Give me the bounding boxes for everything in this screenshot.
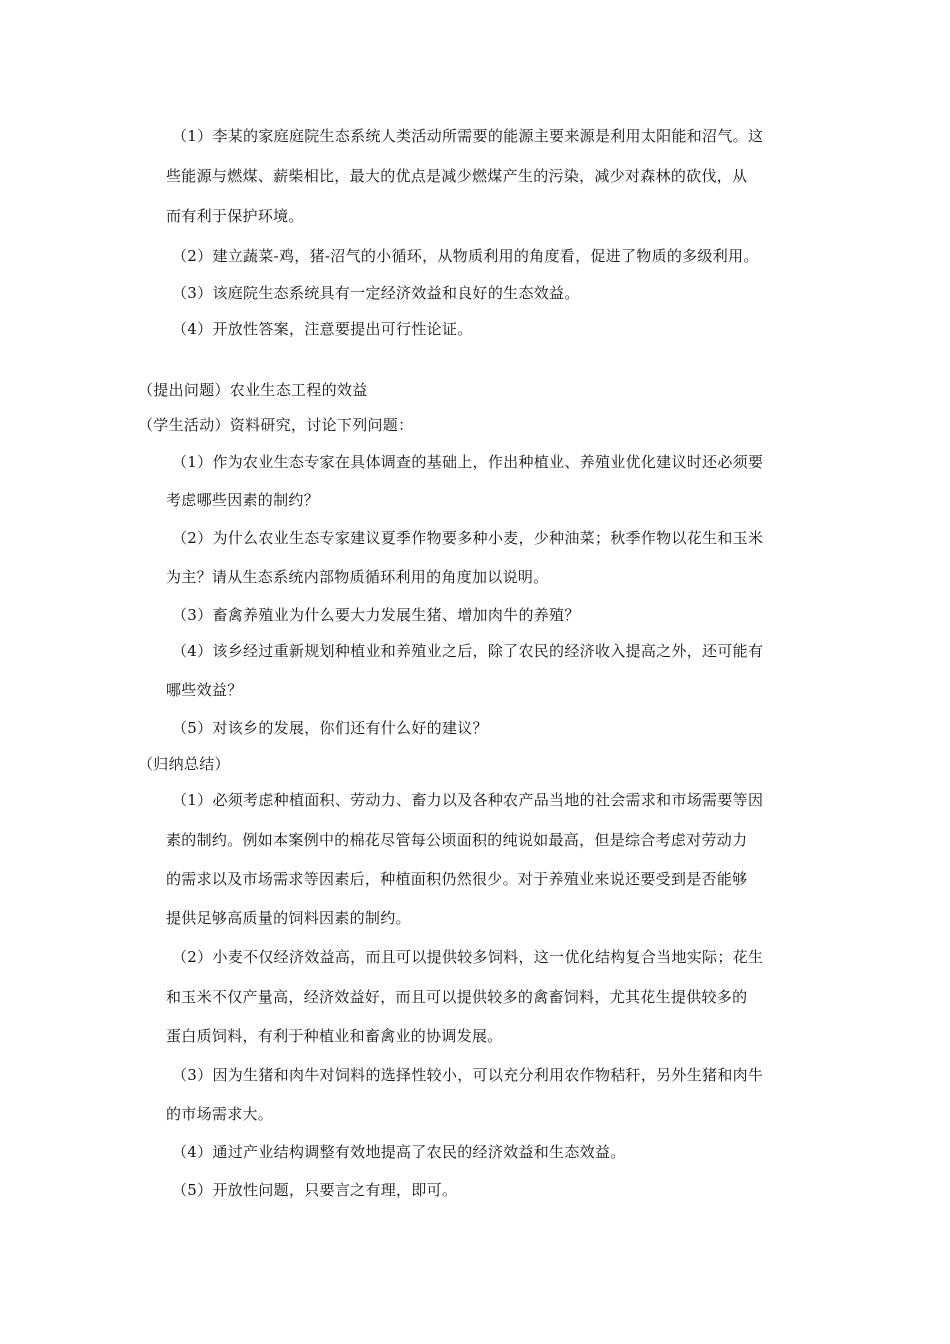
summary-2-line-3: 蛋白质饲料，有利于种植业和畜禽业的协调发展。	[166, 1027, 503, 1045]
summary-3-line-1: （3）因为生猪和肉牛对饲料的选择性较小，可以充分利用农作物秸秆，另外生猪和肉牛	[172, 1066, 764, 1084]
answer-4-line-1: （4）开放性答案，注意要提出可行性论证。	[172, 320, 473, 338]
question-2-line-1: （2）为什么农业生态专家建议夏季作物要多种小麦，少种油菜；秋季作物以花生和玉米	[172, 529, 764, 547]
question-4-line-1: （4）该乡经过重新规划种植业和养殖业之后，除了农民的经济收入提高之外，还可能有	[172, 642, 764, 660]
heading-activity: （学生活动）资料研究，讨论下列问题：	[138, 416, 414, 434]
answer-1-line-1: （1）李某的家庭庭院生态系统人类活动所需要的能源主要来源是利用太阳能和沼气。这	[172, 127, 764, 145]
question-1-line-2: 考虑哪些因素的制约？	[166, 491, 320, 509]
summary-2-line-2: 和玉米不仅产量高，经济效益好，而且可以提供较多的禽畜饲料，尤其花生提供较多的	[166, 988, 748, 1006]
summary-1-line-3: 的需求以及市场需求等因素后，种植面积仍然很少。对于养殖业来说还要受到是否能够	[166, 870, 748, 888]
question-4-line-2: 哪些效益？	[166, 681, 243, 699]
summary-3-line-2: 的市场需求大。	[166, 1105, 274, 1123]
summary-1-line-4: 提供足够高质量的饲料因素的制约。	[166, 909, 411, 927]
summary-2-line-1: （2）小麦不仅经济效益高，而且可以提供较多饲料，这一优化结构复合当地实际；花生	[172, 948, 764, 966]
summary-4-line-1: （4）通过产业结构调整有效地提高了农民的经济效益和生态效益。	[172, 1143, 626, 1161]
answer-3-line-1: （3）该庭院生态系统具有一定经济效益和良好的生态效益。	[172, 284, 580, 302]
answer-2-line-1: （2）建立蔬菜-鸡，猪-沼气的小循环，从物质利用的角度看，促进了物质的多级利用。	[172, 247, 759, 265]
summary-1-line-1: （1）必须考虑种植面积、劳动力、畜力以及各种农产品当地的社会需求和市场需要等因	[172, 791, 764, 809]
question-2-line-2: 为主？请从生态系统内部物质循环利用的角度加以说明。	[166, 568, 549, 586]
heading-summary: （归纳总结）	[138, 755, 230, 773]
answer-1-line-2: 些能源与燃煤、薪柴相比，最大的优点是减少燃煤产生的污染，减少对森林的砍伐，从	[166, 167, 748, 185]
heading-question: （提出问题）农业生态工程的效益	[138, 381, 368, 399]
question-5-line-1: （5）对该乡的发展，你们还有什么好的建议？	[172, 719, 488, 737]
question-3-line-1: （3）畜禽养殖业为什么要大力发展生猪、增加肉牛的养殖？	[172, 606, 580, 624]
summary-1-line-2: 素的制约。例如本案例中的棉花尽管每公顷面积的纯说如最高，但是综合考虑对劳动力	[166, 831, 748, 849]
summary-5-line-1: （5）开放性问题，只要言之有理，即可。	[172, 1181, 458, 1199]
question-1-line-1: （1）作为农业生态专家在具体调查的基础上，作出种植业、养殖业优化建议时还必须要	[172, 453, 764, 471]
answer-1-line-3: 而有利于保护环境。	[166, 207, 304, 225]
